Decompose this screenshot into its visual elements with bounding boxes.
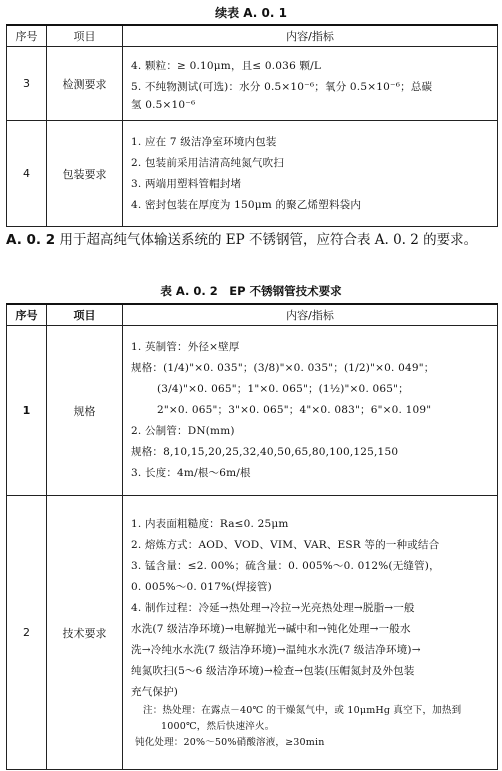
row-content bbox=[123, 496, 498, 770]
header-content: 内容/指标 bbox=[123, 304, 498, 326]
content-line: 1. 应在 7 级洁净室环境内包装 bbox=[131, 135, 277, 148]
content-line: 0. 005%～0. 017%(焊接管) bbox=[131, 581, 272, 593]
content-line: 规格：(1/4)"×0. 035"；(3/8)"×0. 035"；(1/2)"×0. 049"； bbox=[131, 362, 435, 374]
row-no: 1 bbox=[7, 326, 47, 496]
content-line: (3/4)"×0. 065"；1"×0. 065"；(1½)"×0. 065"； bbox=[157, 383, 409, 395]
content-line: 规格：8,10,15,20,25,32,40,50,65,80,100,125,150 bbox=[131, 446, 399, 458]
note-line: 钝化处理：20%～50%硝酸溶液，≥30min bbox=[135, 737, 325, 748]
header-item: 项目 bbox=[47, 25, 123, 47]
table-a01-continued bbox=[6, 24, 498, 227]
header-item: 项目 bbox=[47, 304, 123, 326]
table-header-row bbox=[7, 304, 498, 326]
content-line: 4. 颗粒：≥ 0.10μm，且≤ 0.036 颗/L bbox=[131, 59, 322, 72]
table-row bbox=[7, 326, 498, 496]
content-line: 3. 锰含量：≤2. 00%；硫含量：0. 005%～0. 012%(无缝管)， bbox=[131, 560, 440, 572]
row-item: 检测要求 bbox=[47, 47, 123, 121]
header-no: 序号 bbox=[7, 25, 47, 47]
table-a02-title: 表 A. 0. 2 EP 不锈钢管技术要求 bbox=[160, 284, 342, 298]
table-a02 bbox=[6, 303, 498, 770]
content-line: 充气保护) bbox=[131, 686, 179, 698]
content-line: 纯氮吹扫(5～6 级洁净环境)→检查→包装(压帽氮封及外包装 bbox=[131, 665, 415, 677]
content-line: 2"×0. 065"；3"×0. 065"；4"×0. 083"；6"×0. 109" bbox=[157, 404, 432, 416]
row-no: 3 bbox=[7, 47, 47, 121]
content-line: 4. 制作过程：冷延→热处理→冷拉→光亮热处理→脱脂→一般 bbox=[131, 602, 415, 614]
note-line: 注：热处理：在露点－40℃ 的干燥氮气中，或 10μmHg 真空下，加热到 bbox=[143, 705, 462, 716]
row-item: 规格 bbox=[47, 326, 123, 496]
content-line: 1. 英制管：外径×壁厚 bbox=[131, 341, 240, 353]
note-line: 1000℃，然后快速淬火。 bbox=[161, 721, 275, 732]
row-item: 包装要求 bbox=[47, 121, 123, 227]
row-item: 技术要求 bbox=[47, 496, 123, 770]
table-row bbox=[7, 47, 498, 121]
row-content bbox=[123, 47, 498, 121]
table-row bbox=[7, 121, 498, 227]
header-content: 内容/指标 bbox=[123, 25, 498, 47]
content-line: 2. 熔炼方式：AOD、VOD、VIM、VAR、ESR 等的一种或结合 bbox=[131, 539, 440, 551]
row-no: 4 bbox=[7, 121, 47, 227]
content-line: 2. 公制管：DN(mm) bbox=[131, 425, 235, 437]
header-no: 序号 bbox=[7, 304, 47, 326]
clause-a02 bbox=[6, 229, 498, 251]
content-line: 4. 密封包装在厚度为 150μm 的聚乙烯塑料袋内 bbox=[131, 198, 362, 211]
content-line: 5. 不纯物测试(可选)：水分 0.5×10⁻⁶；氧分 0.5×10⁻⁶；总碳 bbox=[131, 80, 433, 93]
content-line: 3. 两端用塑料管帽封堵 bbox=[131, 177, 242, 190]
row-no: 2 bbox=[7, 496, 47, 770]
table-header-row bbox=[7, 25, 498, 47]
content-line: 洗→冷纯水水洗(7 级洁净环境)→温纯水水洗(7 级洁净环境)→ bbox=[131, 644, 421, 656]
clause-label: A. 0. 2 bbox=[6, 232, 56, 248]
row-content bbox=[123, 121, 498, 227]
row-content bbox=[123, 326, 498, 496]
content-line: 1. 内表面粗糙度：Ra≤0. 25μm bbox=[131, 518, 289, 530]
content-line: 水洗(7 级洁净环境)→电解抛光→碱中和→钝化处理→一般水 bbox=[131, 623, 411, 635]
continued-table-title: 续表 A. 0. 1 bbox=[215, 6, 287, 20]
clause-text: 用于超高纯气体输送系统的 EP 不锈钢管，应符合表 A. 0. 2 的要求。 bbox=[59, 232, 478, 248]
content-line: 氢 0.5×10⁻⁶ bbox=[131, 98, 196, 111]
content-line: 3. 长度：4m/根～6m/根 bbox=[131, 467, 251, 479]
content-line: 2. 包装前采用洁清高纯氮气吹扫 bbox=[131, 156, 285, 169]
table-row bbox=[7, 496, 498, 770]
